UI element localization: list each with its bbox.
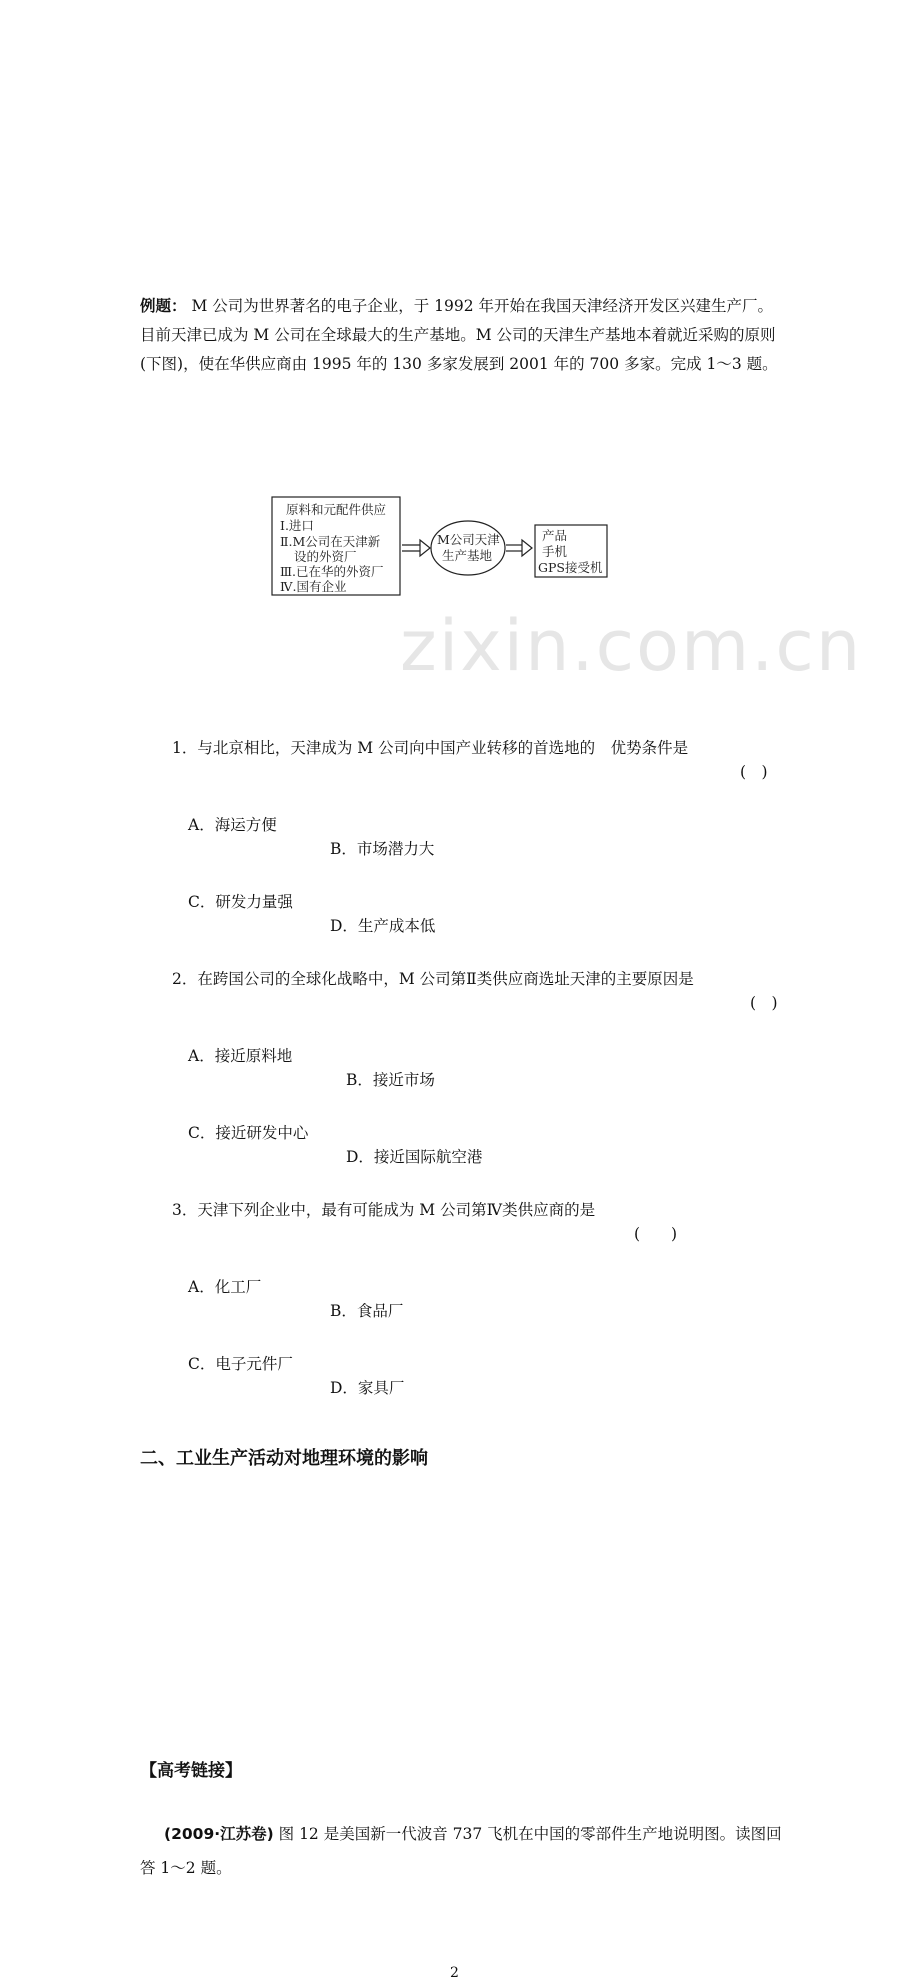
question-2-option-a: A．接近原料地 (188, 1047, 293, 1065)
product-box-line: 手机 (542, 544, 568, 559)
supply-box-line: Ⅳ.国有企业 (280, 579, 347, 594)
base-label-line: M公司天津 (437, 532, 500, 547)
question-2-option-b: B．接近市场 (346, 1071, 435, 1089)
question-2-option-c: C．接近研发中心 (188, 1124, 309, 1142)
supply-box-line: 设的外资厂 (294, 549, 357, 564)
page-number: 2 (450, 1965, 459, 1981)
supply-box-line: Ⅰ.进口 (280, 518, 314, 533)
gaokao-paragraph (140, 1817, 790, 1885)
base-label-line: 生产基地 (442, 548, 493, 563)
supply-box-line: 原料和元配件供应 (286, 502, 387, 517)
example-text: M 公司为世界著名的电子企业，于 1992 年开始在我国天津经济开发区兴建生产厂。目前天津已成为 M 公司在全球最大的生产基地。M 公司的天津生产基地本着就近采购的原则(下图)，使在华供应商由 1995 年的 130 多家发展到 2001 年的 700 多家。完成 1～3 题。 (140, 297, 778, 373)
watermark: zixin.com.cn (400, 605, 863, 687)
question-1-option-c: C．研发力量强 (188, 893, 293, 911)
question-3-stem: 3．天津下列企业中，最有可能成为 M 公司第Ⅳ类供应商的是 (172, 1201, 596, 1219)
example-lead: 例题： (140, 297, 187, 315)
example-paragraph (140, 292, 780, 379)
question-2-stem: 2．在跨国公司的全球化战略中，M 公司第Ⅱ类供应商选址天津的主要原因是 (172, 970, 694, 988)
gaokao-text: 图 12 是美国新一代波音 737 飞机在中国的零部件生产地说明图。读图回答 1～2 题。 (140, 1825, 782, 1877)
question-1-option-d: D．生产成本低 (330, 917, 436, 935)
supply-box-line: Ⅲ.已在华的外资厂 (280, 564, 384, 579)
product-box-line: GPS接受机 (538, 560, 603, 575)
arrow-1-icon (402, 540, 430, 556)
question-1-option-b: B．市场潜力大 (330, 840, 435, 858)
question-3-bracket: ( ) (634, 1225, 678, 1243)
question-3-option-c: C．电子元件厂 (188, 1355, 293, 1373)
question-1-stem: 1．与北京相比，天津成为 M 公司向中国产业转移的首选地的 优势条件是 (172, 739, 689, 757)
supply-flow-diagram (270, 487, 620, 602)
section-heading: 二、工业生产活动对地理环境的影响 (140, 1448, 428, 1469)
question-1-bracket: ( ) (740, 763, 768, 781)
question-2-bracket: ( ) (750, 994, 778, 1012)
question-3-option-b: B．食品厂 (330, 1302, 404, 1320)
product-box-line: 产品 (542, 528, 568, 543)
question-3-option-a: A．化工厂 (188, 1278, 262, 1296)
arrow-2-icon (506, 540, 532, 556)
question-3-option-d: D．家具厂 (330, 1379, 405, 1397)
gaokao-link-title: 【高考链接】 (140, 1761, 242, 1781)
question-2-option-d: D．接近国际航空港 (346, 1148, 483, 1166)
gaokao-source: (2009·江苏卷) (164, 1825, 274, 1843)
question-1-option-a: A．海运方便 (188, 816, 277, 834)
supply-box-line: Ⅱ.M公司在天津新 (280, 534, 381, 549)
